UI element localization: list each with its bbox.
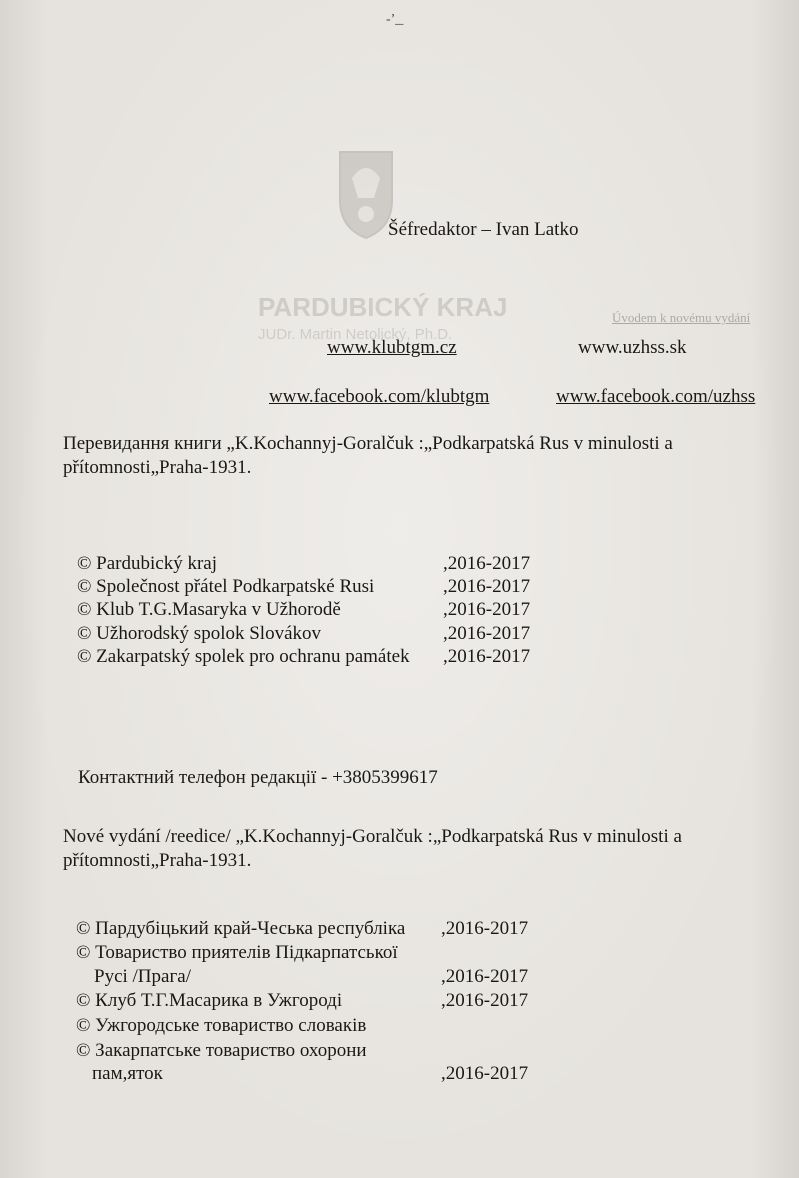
list-item <box>76 942 398 965</box>
copyright-holder: © Zakarpatský spolek pro ochranu památek <box>77 646 410 667</box>
list-item <box>77 553 531 576</box>
copyright-holder: © Klub T.G.Masaryka v Užhorodě <box>77 599 341 620</box>
copyright-holder: © Товариство приятелів Підкарпатської <box>76 942 398 963</box>
bleed-through-intro: Úvodem k novému vydání <box>612 310 751 325</box>
copyright-holder: © Клуб Т.Г.Масарика в Ужгороді <box>76 990 343 1011</box>
copyright-years: ,2016-2017 <box>443 623 531 644</box>
link-klubtgm-website[interactable]: www.klubtgm.cz <box>327 337 457 358</box>
reprint-ua-line-2: přítomnosti„Praha-1931. <box>63 457 252 478</box>
bleed-through-heading: PARDUBICKÝ KRAJ <box>258 292 508 322</box>
link-uzhss-website[interactable]: www.uzhss.sk <box>578 337 687 358</box>
copyright-years: ,2016-2017 <box>441 1063 529 1084</box>
copyright-years: ,2016-2017 <box>441 966 529 987</box>
list-item <box>76 990 529 1013</box>
copyright-years: ,2016-2017 <box>441 918 529 939</box>
copyright-years: ,2016-2017 <box>441 990 529 1011</box>
copyright-years: ,2016-2017 <box>443 646 531 667</box>
copyright-holder: © Закарпатське товариство охорони <box>76 1040 367 1061</box>
copyright-holder: © Užhorodský spolok Slovákov <box>77 623 322 644</box>
list-item <box>77 646 531 669</box>
link-facebook-klubtgm[interactable]: www.facebook.com/klubtgm <box>269 386 490 407</box>
copyright-holder: © Ужгородське товариство словаків <box>76 1015 367 1036</box>
copyright-years: ,2016-2017 <box>443 553 531 574</box>
list-item <box>77 623 531 646</box>
copyright-holder: © Společnost přátel Podkarpatské Rusi <box>77 576 375 597</box>
copyright-holder: © Pardubický kraj <box>77 553 218 574</box>
list-item <box>94 966 529 989</box>
list-item <box>92 1063 529 1086</box>
copyright-holder: Русі /Прага/ <box>94 966 191 987</box>
copyright-holder: © Пардубіцький край-Чеська республіка <box>76 918 406 939</box>
copyright-years: ,2016-2017 <box>443 576 531 597</box>
list-item <box>77 599 531 622</box>
copyright-holder: пам,яток <box>92 1063 163 1084</box>
list-item <box>76 1015 366 1038</box>
list-item <box>76 1040 367 1063</box>
reprint-cz-line-1: Nové vydání /reedice/ „K.Kochannyj-Goralčuk :„Podkarpatská Rus v minulosti a <box>63 826 682 847</box>
editorial-phone: Контактний телефон редакції - +3805399617 <box>78 767 438 788</box>
bleed-through-subheading: JUDr. Martin Netolický, Ph.D. <box>258 326 453 343</box>
reprint-ua-line-1: Перевидання книги „K.Kochannyj-Goralčuk :„Podkarpatská Rus v minulosti a <box>63 433 673 454</box>
editor-line: Šéfredaktor – Ivan Latko <box>388 219 579 240</box>
reprint-cz-line-2: přítomnosti„Praha-1931. <box>63 850 252 871</box>
coat-of-arms-emblem <box>336 148 396 240</box>
list-item <box>77 576 531 599</box>
margin-mark: -ʼ͟ <box>386 12 396 27</box>
list-item <box>76 918 529 941</box>
link-facebook-uzhss[interactable]: www.facebook.com/uzhss <box>556 386 756 407</box>
copyright-years: ,2016-2017 <box>443 599 531 620</box>
